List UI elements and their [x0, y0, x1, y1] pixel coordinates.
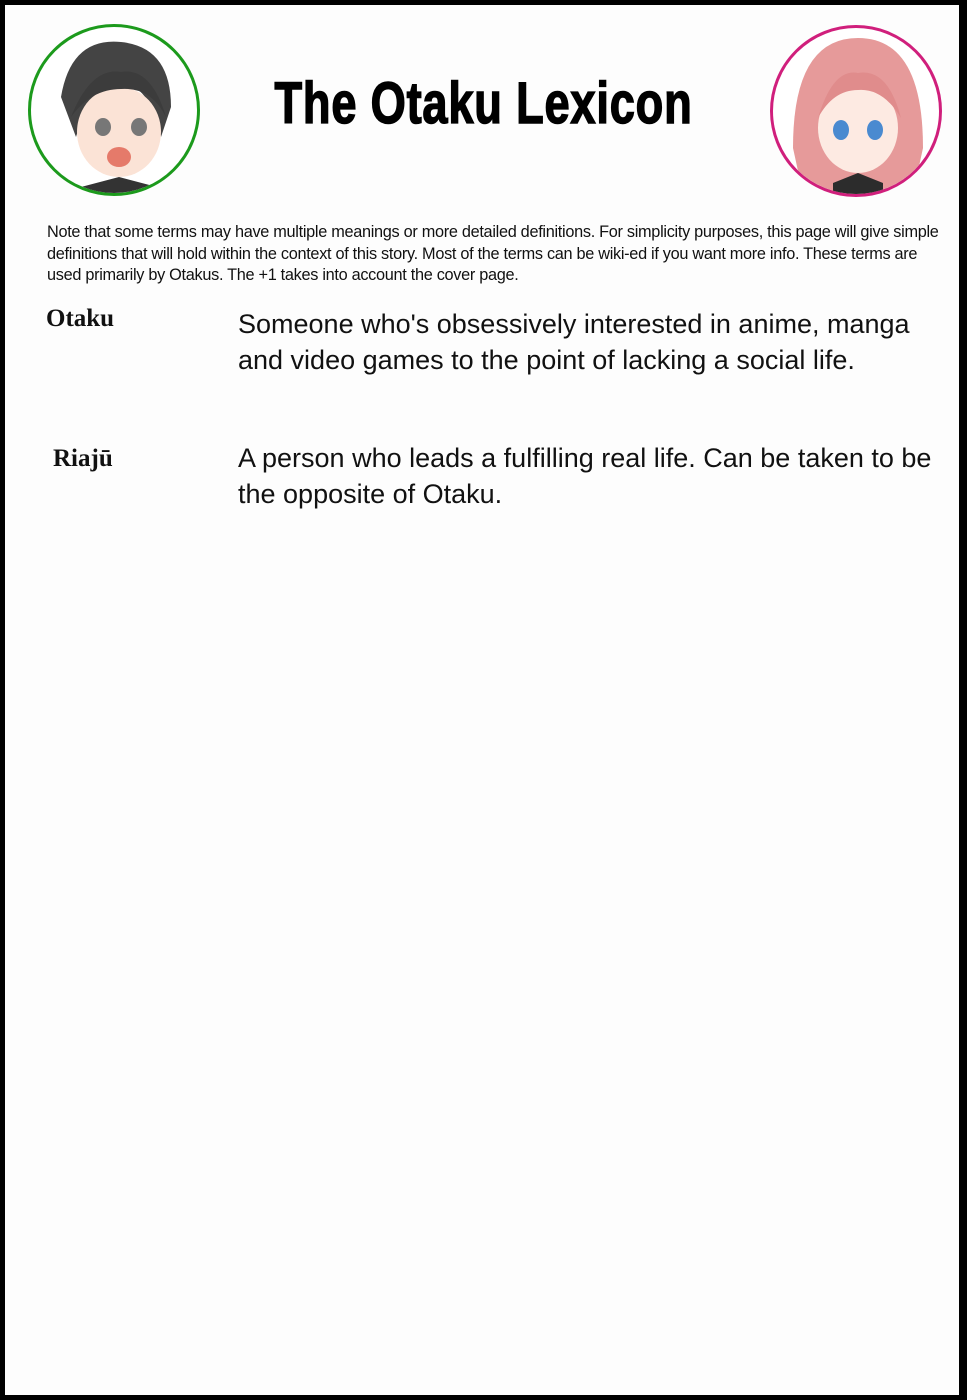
page-title: The Otaku Lexicon [274, 71, 693, 136]
page [5, 5, 959, 1395]
definition-riaju: A person who leads a fulfilling real life. Can be taken to be the opposite of Otaku. [238, 443, 932, 509]
definition-otaku: Someone who's obsessively interested in anime, manga and video games to the point of lacking a social life. [238, 309, 910, 375]
term-riaju: Riajū [53, 445, 113, 472]
intro-note: Note that some terms may have multiple meanings or more detailed definitions. For simplicity purposes, this page will give simple definitions that will hold within the context of this story. Most of the terms can be wiki-ed if you want more info. These terms are used primarily by Otakus. The +1 takes into account the cover page. [47, 223, 939, 284]
term-otaku: Otaku [46, 305, 115, 332]
